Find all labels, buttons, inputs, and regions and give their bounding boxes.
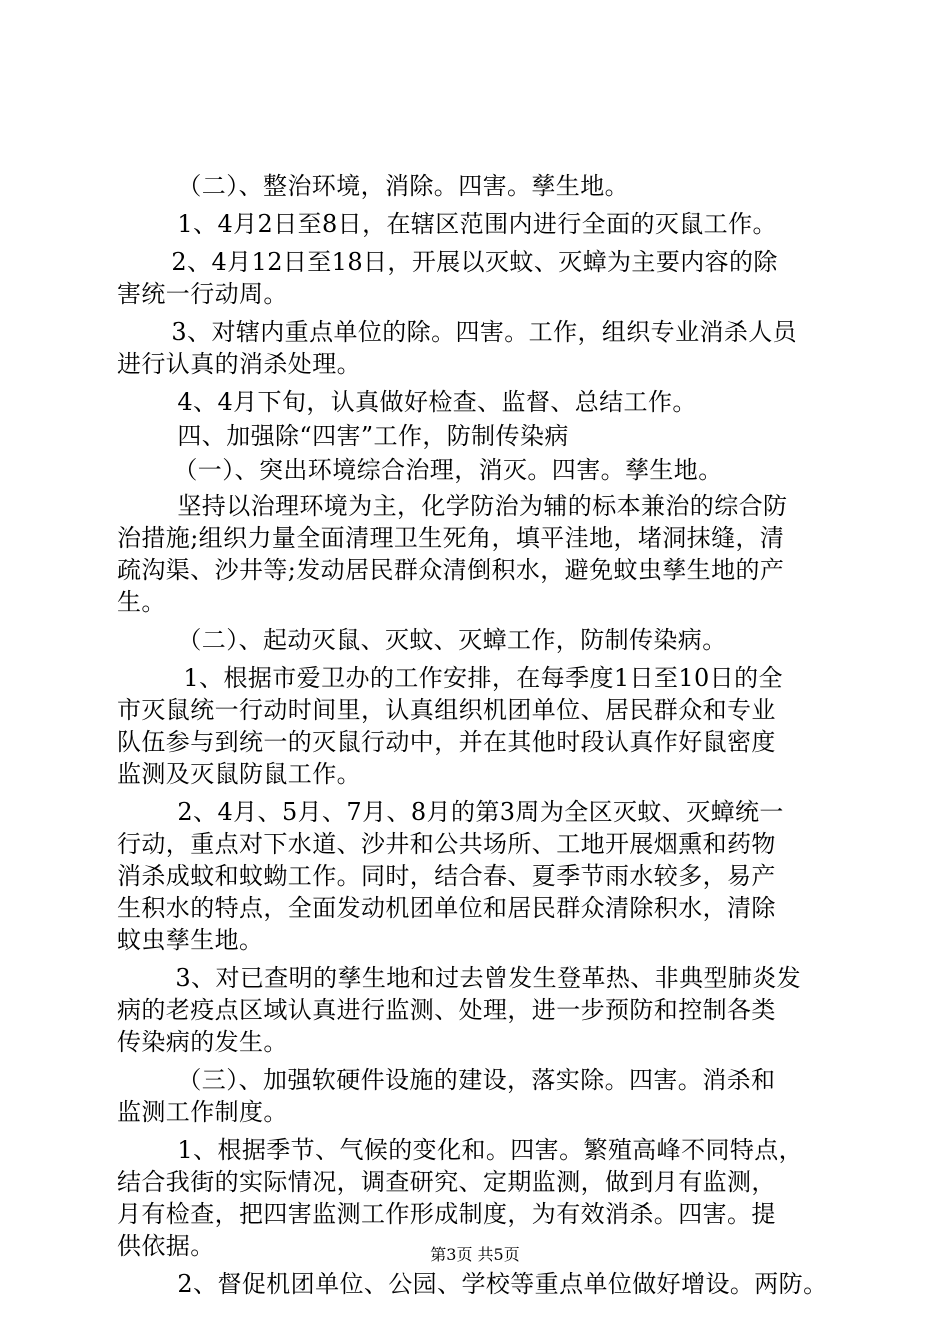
text-line: 1、4月2日至8日，在辖区范围内进行全面的灭鼠工作。 xyxy=(153,210,777,238)
text-line: （三）、加强软硬件设施的建设，落实除。四害。消杀和 xyxy=(165,1066,776,1094)
text-line: 监测工作制度。 xyxy=(117,1098,288,1126)
text-line: 3、对已查明的孳生地和过去曾发生登革热、非典型肺炎发 xyxy=(151,964,802,992)
text-line: 4、4月下旬，认真做好检查、监督、总结工作。 xyxy=(153,388,697,416)
text-line: 四、加强除“四害”工作，防制传染病 xyxy=(153,422,569,450)
text-line: 消杀成蚊和蚊蚴工作。同时，结合春、夏季节雨水较多，易产 xyxy=(117,862,776,890)
text-line: 蚊虫孳生地。 xyxy=(117,926,264,954)
text-line: 1、根据季节、气候的变化和。四害。繁殖高峰不同特点， xyxy=(153,1136,804,1164)
text-line: （一）、突出环境综合治理，消灭。四害。孳生地。 xyxy=(161,456,723,484)
text-line: 害统一行动周。 xyxy=(117,280,288,308)
text-line: 2、督促机团单位、公园、学校等重点单位做好增设。两防。 xyxy=(153,1270,828,1298)
text-line: 1、根据市爱卫办的工作安排，在每季度1日至10日的全 xyxy=(159,664,783,692)
text-line: 进行认真的消杀处理。 xyxy=(117,350,361,378)
text-line: 生。 xyxy=(117,588,166,616)
text-line: 传染病的发生。 xyxy=(117,1028,288,1056)
text-line: （二）、整治环境，消除。四害。孳生地。 xyxy=(165,172,629,200)
text-line: 2、4月12日至18日，开展以灭蚊、灭蟑为主要内容的除 xyxy=(147,248,778,276)
text-line: 供依据。 xyxy=(117,1232,215,1260)
text-line: 2、4月、5月、7月、8月的第3周为全区灭蚊、灭蟑统一 xyxy=(153,798,784,826)
text-line: 治措施;组织力量全面清理卫生死角，填平洼地，堵洞抹缝，清 xyxy=(117,524,785,552)
text-line: 3、对辖内重点单位的除。四害。工作，组织专业消杀人员 xyxy=(147,318,798,346)
text-line: 疏沟渠、沙井等;发动居民群众清倒积水，避免蚊虫孳生地的产 xyxy=(117,556,785,584)
text-line: 市灭鼠统一行动时间里，认真组织机团单位、居民群众和专业 xyxy=(117,696,776,724)
text-line: 月有检查，把四害监测工作形成制度，为有效消杀。四害。提 xyxy=(117,1200,776,1228)
page-number-footer: 第3页 共5页 xyxy=(430,1245,520,1264)
text-line: 生积水的特点，全面发动机团单位和居民群众清除积水，清除 xyxy=(117,894,776,922)
text-line: 队伍参与到统一的灭鼠行动中，并在其他时段认真作好鼠密度 xyxy=(117,728,776,756)
text-line: （二）、起动灭鼠、灭蚊、灭蟑工作，防制传染病。 xyxy=(165,626,727,654)
text-line: 结合我街的实际情况，调查研究、定期监测，做到月有监测， xyxy=(117,1168,776,1196)
text-line: 行动，重点对下水道、沙井和公共场所、工地开展烟熏和药物 xyxy=(117,830,776,858)
text-line: 坚持以治理环境为主，化学防治为辅的标本兼治的综合防 xyxy=(153,492,788,520)
text-line: 病的老疫点区域认真进行监测、处理，进一步预防和控制各类 xyxy=(117,996,776,1024)
text-line: 监测及灭鼠防鼠工作。 xyxy=(117,760,361,788)
